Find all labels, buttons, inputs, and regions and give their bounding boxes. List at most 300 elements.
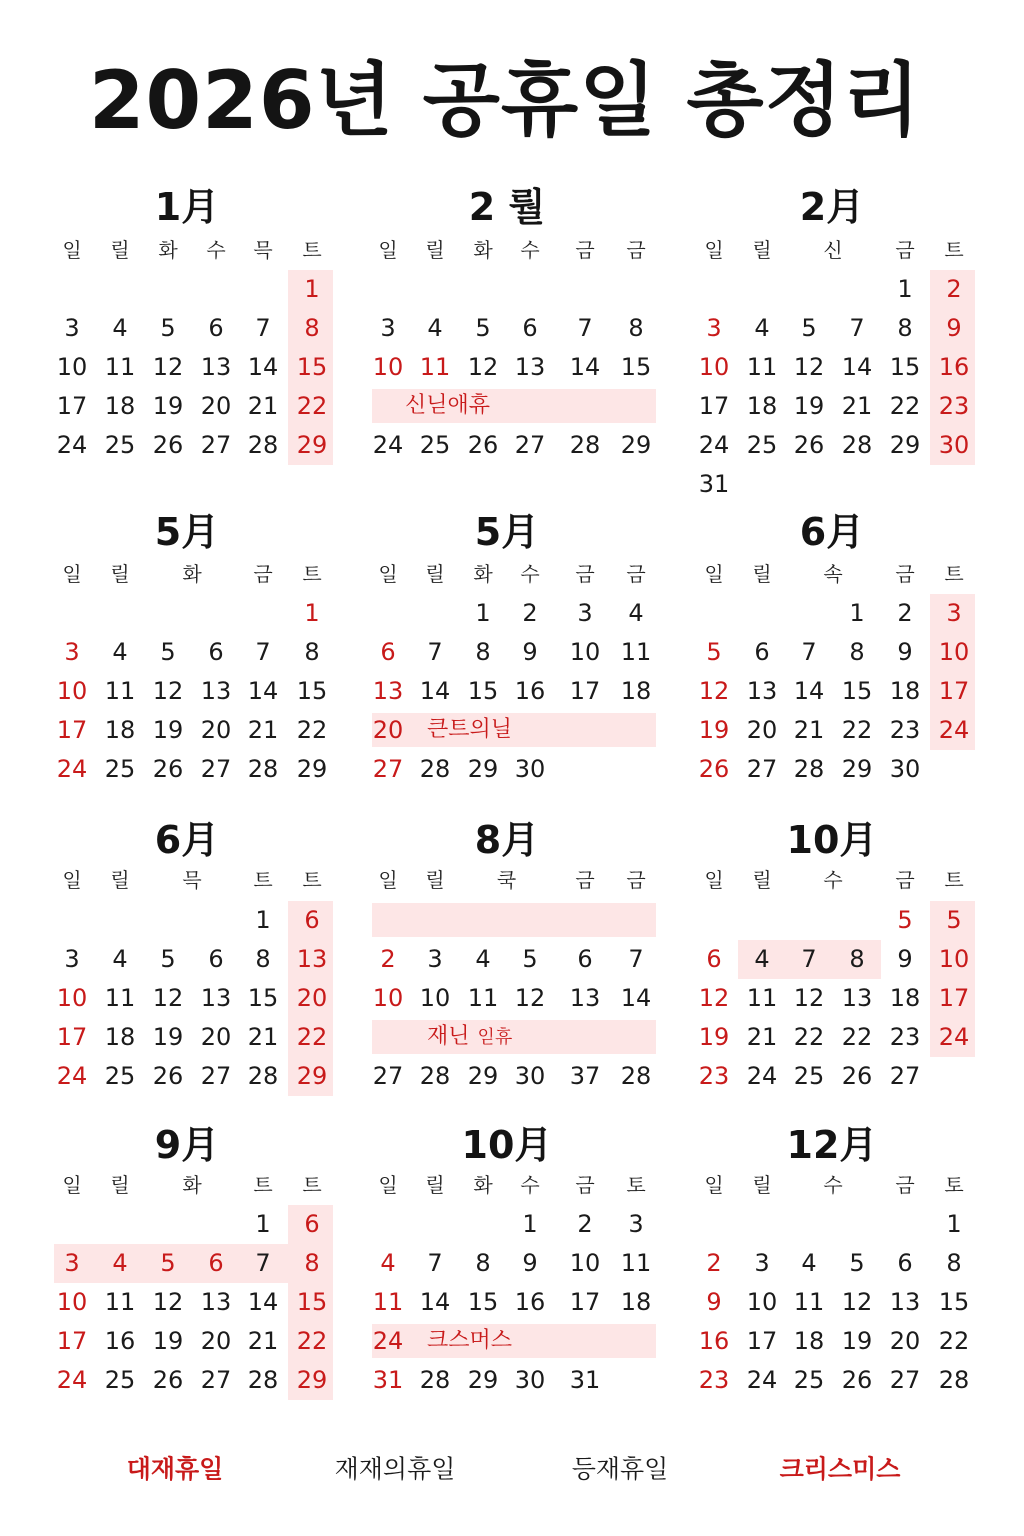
day-cell: 9 (522, 1249, 538, 1277)
day-cell: 22 (296, 716, 328, 744)
weekday-label: 릴 (110, 238, 130, 262)
day-cell: 23 (889, 716, 921, 744)
day-cell: 16 (938, 353, 970, 381)
day-cell: 10 (56, 984, 88, 1012)
day-cell: 12 (698, 984, 730, 1012)
day-cell: 13 (889, 1288, 921, 1316)
legend-item-1: 대재휴일 (126, 1454, 224, 1484)
weekday-label: 토 (944, 1173, 964, 1197)
day-cell: 3 (427, 945, 443, 973)
day-cell: 10 (938, 638, 970, 666)
day-cell: 27 (746, 755, 778, 783)
day-cell: 24 (56, 431, 88, 459)
day-cell: 2 (522, 599, 538, 627)
day-cell: 4 (112, 945, 128, 973)
day-cell: 21 (841, 392, 873, 420)
weekday-label: 수 (823, 1173, 843, 1197)
day-cell: 37 (569, 1062, 601, 1090)
day-cell: 19 (793, 392, 825, 420)
day-cell: 20 (200, 716, 232, 744)
day-cell: 6 (897, 1249, 913, 1277)
day-cell: 30 (938, 431, 970, 459)
day-cell: 15 (467, 1288, 499, 1316)
page-title: 2026년 공휴일 총정리 (88, 54, 922, 147)
day-cell: 15 (296, 677, 328, 705)
holiday-band-label (427, 1330, 512, 1352)
day-cell: 6 (304, 1210, 320, 1238)
day-cell: 25 (793, 1062, 825, 1090)
day-cell: 18 (104, 716, 136, 744)
day-cell: 13 (200, 353, 232, 381)
day-cell: 1 (255, 1210, 271, 1238)
day-cell: 12 (793, 984, 825, 1012)
day-cell: 1 (304, 275, 320, 303)
day-cell: 13 (514, 353, 546, 381)
day-cell: 8 (304, 1249, 320, 1277)
day-cell: 5 (801, 314, 817, 342)
day-cell: 2 (897, 599, 913, 627)
day-cell: 12 (152, 353, 184, 381)
day-cell: 19 (152, 1327, 184, 1355)
day-cell: 30 (514, 1062, 546, 1090)
day-cell: 3 (380, 314, 396, 342)
day-cell: 25 (104, 1366, 136, 1394)
day-cell: 3 (754, 1249, 770, 1277)
weekday-label: 일 (704, 238, 724, 262)
weekday-label: 릴 (425, 562, 445, 586)
weekday-label: 금 (895, 868, 915, 892)
day-cell: 11 (746, 353, 778, 381)
weekday-label: 신 (823, 238, 843, 262)
day-cell: 17 (56, 1023, 88, 1051)
day-cell: 3 (64, 314, 80, 342)
day-cell: 25 (104, 755, 136, 783)
day-cell: 4 (475, 945, 491, 973)
day-cell: 17 (698, 392, 730, 420)
weekday-label: 화 (473, 562, 493, 586)
month-title: 5月 (154, 510, 220, 554)
day-cell: 5 (897, 906, 913, 934)
day-cell: 6 (706, 945, 722, 973)
day-cell: 11 (104, 677, 136, 705)
weekday-label: 금 (575, 868, 595, 892)
day-cell: 17 (938, 984, 970, 1012)
month-title: 10月 (786, 818, 878, 862)
day-cell: 13 (841, 984, 873, 1012)
day-cell: 16 (514, 1288, 546, 1316)
day-cell: 14 (419, 677, 451, 705)
day-cell: 6 (208, 314, 224, 342)
holiday-band-label (427, 719, 512, 741)
day-cell: 24 (56, 1366, 88, 1394)
day-cell: 7 (255, 1249, 271, 1277)
day-cell: 10 (56, 677, 88, 705)
day-cell: 4 (628, 599, 644, 627)
weekday-label: 트 (944, 238, 964, 262)
day-cell: 9 (897, 638, 913, 666)
day-cell: 21 (793, 716, 825, 744)
weekday-label: 금 (575, 562, 595, 586)
day-cell: 4 (112, 314, 128, 342)
day-cell: 10 (419, 984, 451, 1012)
month-title: 1月 (154, 185, 220, 229)
day-cell: 9 (706, 1288, 722, 1316)
day-cell: 29 (889, 431, 921, 459)
day-cell: 24 (56, 755, 88, 783)
day-cell: 7 (849, 314, 865, 342)
weekday-label: 트 (302, 1173, 322, 1197)
day-cell: 11 (372, 1288, 404, 1316)
day-cell: 12 (793, 353, 825, 381)
day-cell: 15 (841, 677, 873, 705)
day-cell: 24 (698, 431, 730, 459)
day-cell: 1 (522, 1210, 538, 1238)
day-cell: 28 (247, 755, 279, 783)
day-cell: 11 (746, 984, 778, 1012)
day-cell: 1 (946, 1210, 962, 1238)
weekday-label: 일 (378, 238, 398, 262)
day-cell: 29 (467, 755, 499, 783)
month-title: 8月 (474, 818, 540, 862)
day-cell: 11 (620, 1249, 652, 1277)
day-cell: 2 (706, 1249, 722, 1277)
day-cell: 5 (946, 906, 962, 934)
day-cell: 14 (247, 677, 279, 705)
day-cell: 8 (849, 945, 865, 973)
day-cell: 27 (200, 431, 232, 459)
day-cell: 25 (419, 431, 451, 459)
day-cell: 11 (104, 984, 136, 1012)
day-cell: 26 (152, 1366, 184, 1394)
weekday-label: 릴 (425, 1173, 445, 1197)
day-cell: 19 (152, 392, 184, 420)
day-cell: 8 (304, 638, 320, 666)
day-cell: 8 (304, 314, 320, 342)
day-cell: 12 (514, 984, 546, 1012)
day-cell: 9 (897, 945, 913, 973)
day-cell: 18 (793, 1327, 825, 1355)
day-cell: 28 (247, 1366, 279, 1394)
day-cell: 16 (698, 1327, 730, 1355)
day-cell: 3 (64, 945, 80, 973)
day-cell: 11 (620, 638, 652, 666)
legend-item-4: 크리스미스 (779, 1454, 901, 1484)
day-cell: 28 (793, 755, 825, 783)
day-cell: 6 (208, 945, 224, 973)
month-title: 9月 (154, 1123, 220, 1167)
day-cell: 15 (938, 1288, 970, 1316)
weekday-label: 트 (253, 1173, 273, 1197)
day-cell: 25 (746, 431, 778, 459)
day-cell: 20 (200, 1327, 232, 1355)
weekday-label: 릴 (110, 1173, 130, 1197)
weekday-label: 일 (704, 868, 724, 892)
month-title: 6月 (799, 510, 865, 554)
day-cell: 16 (104, 1327, 136, 1355)
day-cell: 30 (514, 1366, 546, 1394)
day-cell: 31 (569, 1366, 601, 1394)
day-cell: 19 (698, 716, 730, 744)
day-cell: 1 (255, 906, 271, 934)
holiday-name-sub: 읻휴 (477, 1027, 513, 1048)
day-cell: 13 (746, 677, 778, 705)
day-cell: 5 (160, 638, 176, 666)
day-cell: 22 (296, 392, 328, 420)
day-cell: 7 (628, 945, 644, 973)
day-cell: 29 (467, 1062, 499, 1090)
day-cell: 26 (698, 755, 730, 783)
day-cell: 11 (104, 353, 136, 381)
weekday-label: 트 (302, 868, 322, 892)
day-cell: 7 (255, 638, 271, 666)
month-title: 12月 (786, 1123, 878, 1167)
day-cell: 7 (427, 638, 443, 666)
day-cell: 6 (380, 638, 396, 666)
month-title: 2月 (799, 185, 865, 229)
day-cell: 20 (746, 716, 778, 744)
day-cell: 31 (372, 1366, 404, 1394)
day-cell: 12 (152, 1288, 184, 1316)
day-cell: 27 (200, 755, 232, 783)
weekday-label: 트 (302, 238, 322, 262)
day-cell: 21 (247, 1327, 279, 1355)
day-cell: 13 (200, 1288, 232, 1316)
weekday-label: 화 (473, 1173, 493, 1197)
day-cell: 27 (889, 1062, 921, 1090)
holiday-band-label (427, 1026, 512, 1048)
holiday-name: 신닏애휴 (405, 393, 491, 418)
day-cell: 26 (152, 755, 184, 783)
day-cell: 14 (793, 677, 825, 705)
day-cell: 18 (620, 677, 652, 705)
day-cell: 26 (793, 431, 825, 459)
day-cell: 26 (152, 431, 184, 459)
day-cell: 4 (754, 945, 770, 973)
day-cell: 12 (467, 353, 499, 381)
weekday-label: 금 (626, 562, 646, 586)
day-cell: 29 (620, 431, 652, 459)
day-cell: 17 (56, 1327, 88, 1355)
day-cell: 14 (419, 1288, 451, 1316)
weekday-label: 화 (182, 562, 202, 586)
day-cell: 12 (152, 984, 184, 1012)
day-cell: 2 (577, 1210, 593, 1238)
day-cell: 27 (514, 431, 546, 459)
day-cell: 13 (372, 677, 404, 705)
day-cell: 6 (754, 638, 770, 666)
weekday-label: 수 (823, 868, 843, 892)
weekday-label: 릴 (752, 238, 772, 262)
day-cell: 17 (938, 677, 970, 705)
day-cell: 28 (841, 431, 873, 459)
weekday-label: 일 (62, 562, 82, 586)
day-cell: 20 (296, 984, 328, 1012)
day-cell: 17 (56, 716, 88, 744)
day-cell: 18 (620, 1288, 652, 1316)
day-cell: 11 (793, 1288, 825, 1316)
day-cell: 19 (152, 716, 184, 744)
weekday-label: 수 (520, 1173, 540, 1197)
day-cell: 2 (380, 945, 396, 973)
day-cell: 9 (522, 638, 538, 666)
day-cell: 28 (620, 1062, 652, 1090)
day-cell: 14 (247, 353, 279, 381)
weekday-label: 금 (895, 238, 915, 262)
weekday-label: 수 (520, 238, 540, 262)
weekday-label: 수 (206, 238, 226, 262)
weekday-label: 금 (895, 1173, 915, 1197)
holiday-name: 재닌 (427, 1024, 470, 1049)
weekday-label: 화 (182, 1173, 202, 1197)
day-cell: 6 (208, 638, 224, 666)
day-cell: 15 (296, 353, 328, 381)
holiday-band-label (405, 395, 490, 417)
day-cell: 7 (801, 638, 817, 666)
day-cell: 24 (372, 431, 404, 459)
day-cell: 25 (793, 1366, 825, 1394)
day-cell: 22 (793, 1023, 825, 1051)
day-cell: 20 (889, 1327, 921, 1355)
month-title: 10月 (461, 1123, 553, 1167)
day-cell: 30 (889, 755, 921, 783)
weekday-label: 일 (378, 562, 398, 586)
month-title: 6月 (154, 818, 220, 862)
weekday-label: 금 (253, 562, 273, 586)
day-cell: 10 (938, 945, 970, 973)
day-cell: 10 (569, 1249, 601, 1277)
day-cell: 23 (698, 1366, 730, 1394)
day-cell: 7 (255, 314, 271, 342)
day-cell: 22 (938, 1327, 970, 1355)
weekday-label: 화 (158, 238, 178, 262)
day-cell: 8 (946, 1249, 962, 1277)
day-cell: 15 (296, 1288, 328, 1316)
day-cell: 14 (247, 1288, 279, 1316)
day-cell: 31 (698, 470, 730, 498)
day-cell: 27 (200, 1062, 232, 1090)
day-cell: 17 (746, 1327, 778, 1355)
day-cell: 18 (889, 677, 921, 705)
day-cell: 13 (296, 945, 328, 973)
day-cell: 15 (620, 353, 652, 381)
day-cell: 2 (946, 275, 962, 303)
day-cell: 1 (304, 599, 320, 627)
day-cell: 15 (467, 677, 499, 705)
day-cell: 12 (841, 1288, 873, 1316)
day-cell: 7 (427, 1249, 443, 1277)
day-cell: 1 (475, 599, 491, 627)
day-cell: 22 (841, 1023, 873, 1051)
day-cell: 6 (208, 1249, 224, 1277)
day-cell: 21 (247, 392, 279, 420)
day-cell: 4 (380, 1249, 396, 1277)
month-title: 2 뤌 (468, 185, 546, 229)
day-cell: 5 (160, 1249, 176, 1277)
day-cell: 17 (569, 1288, 601, 1316)
day-cell: 3 (64, 638, 80, 666)
day-cell: 11 (104, 1288, 136, 1316)
day-cell: 20 (200, 1023, 232, 1051)
day-cell: 10 (372, 984, 404, 1012)
holiday-name: 크스머스 (427, 1328, 513, 1353)
day-cell: 1 (897, 275, 913, 303)
weekday-label: 릴 (752, 868, 772, 892)
weekday-label: 토 (626, 1173, 646, 1197)
day-cell: 3 (706, 314, 722, 342)
day-cell: 14 (841, 353, 873, 381)
day-cell: 28 (419, 1062, 451, 1090)
day-cell: 21 (247, 716, 279, 744)
legend-item-2: 재재의휴일 (334, 1454, 456, 1484)
day-cell: 7 (801, 945, 817, 973)
day-cell: 1 (849, 599, 865, 627)
day-cell: 22 (296, 1327, 328, 1355)
weekday-label: 릴 (110, 868, 130, 892)
weekday-label: 릴 (752, 1173, 772, 1197)
day-cell: 13 (200, 677, 232, 705)
day-cell: 28 (247, 1062, 279, 1090)
day-cell: 6 (522, 314, 538, 342)
day-cell: 7 (577, 314, 593, 342)
weekday-label: 화 (473, 238, 493, 262)
day-cell: 5 (706, 638, 722, 666)
day-cell: 24 (56, 1062, 88, 1090)
weekday-label: 금 (575, 238, 595, 262)
day-cell: 15 (889, 353, 921, 381)
weekday-label: 금 (626, 868, 646, 892)
day-cell: 25 (104, 431, 136, 459)
day-cell: 14 (620, 984, 652, 1012)
day-cell: 12 (152, 677, 184, 705)
day-cell: 25 (104, 1062, 136, 1090)
day-cell: 10 (746, 1288, 778, 1316)
day-cell: 3 (64, 1249, 80, 1277)
weekday-label: 일 (62, 238, 82, 262)
day-cell: 21 (247, 1023, 279, 1051)
day-cell: 18 (889, 984, 921, 1012)
day-cell: 8 (255, 945, 271, 973)
day-cell: 8 (897, 314, 913, 342)
weekday-label: 믁 (182, 868, 202, 892)
day-cell: 27 (372, 755, 404, 783)
day-cell: 13 (569, 984, 601, 1012)
day-cell: 17 (569, 677, 601, 705)
day-cell: 20 (372, 716, 404, 744)
day-cell: 3 (946, 599, 962, 627)
weekday-label: 일 (62, 868, 82, 892)
day-cell: 14 (569, 353, 601, 381)
weekday-label: 수 (520, 562, 540, 586)
day-cell: 27 (889, 1366, 921, 1394)
weekday-label: 트 (944, 562, 964, 586)
day-cell: 23 (938, 392, 970, 420)
day-cell: 22 (841, 716, 873, 744)
day-cell: 5 (160, 945, 176, 973)
day-cell: 4 (112, 1249, 128, 1277)
weekday-label: 트 (253, 868, 273, 892)
day-cell: 29 (296, 1366, 328, 1394)
weekday-label: 일 (378, 1173, 398, 1197)
day-cell: 10 (56, 353, 88, 381)
day-cell: 27 (372, 1062, 404, 1090)
weekday-label: 릴 (425, 238, 445, 262)
day-cell: 17 (56, 392, 88, 420)
weekday-label: 일 (704, 1173, 724, 1197)
day-cell: 18 (104, 1023, 136, 1051)
day-cell: 3 (628, 1210, 644, 1238)
day-cell: 13 (200, 984, 232, 1012)
day-cell: 22 (296, 1023, 328, 1051)
